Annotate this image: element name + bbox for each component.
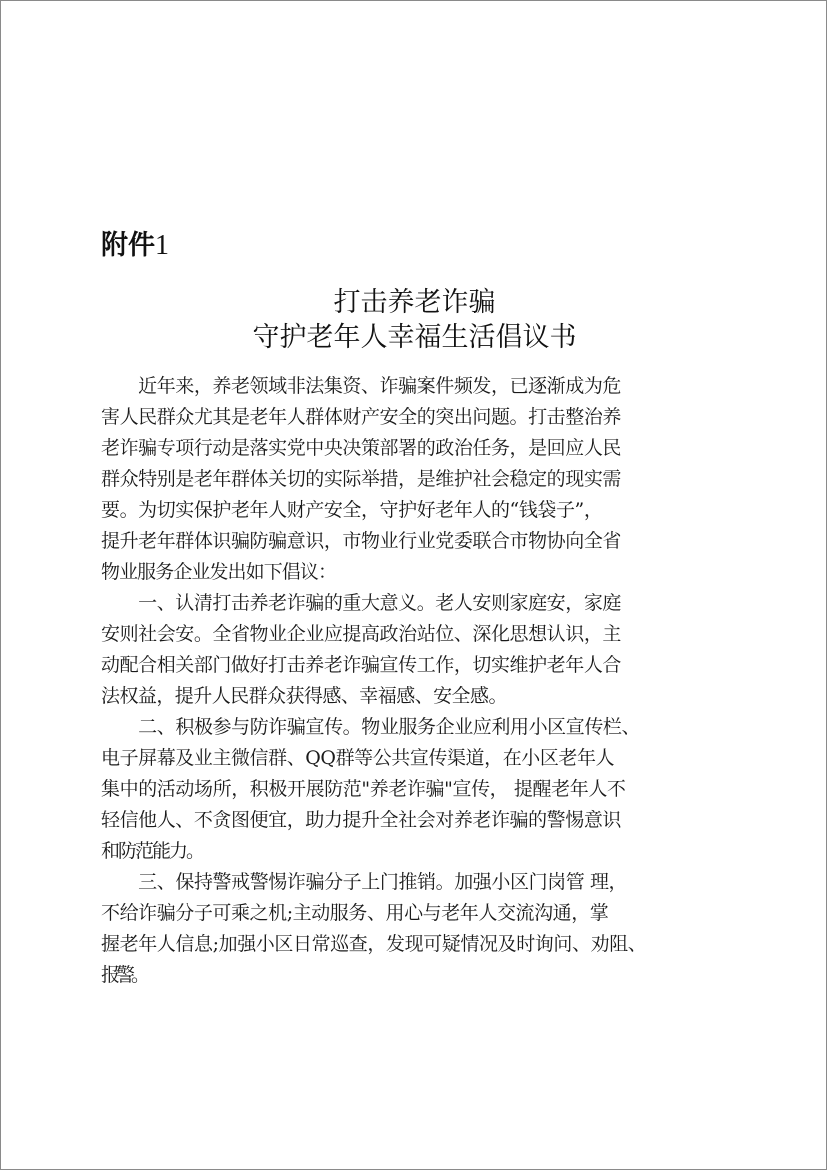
body-line: 近年来，养老领域非法集资、诈骗案件频发，已逐渐成为危 bbox=[101, 375, 621, 397]
body-line: 握老年人信息;加强小区日常巡查，发现可疑情况及时询问、劝阻、 bbox=[101, 933, 647, 955]
document-title-line-1: 打击养老诈骗 bbox=[333, 287, 496, 318]
body-line: 二、积极参与防诈骗宣传。物业服务企业应利用小区宣传栏、 bbox=[101, 716, 641, 738]
body-line: 不给诈骗分子可乘之机;主动服务、用心与老年人交流沟通，掌 bbox=[101, 902, 609, 924]
attachment-prefix: 附件 bbox=[101, 230, 155, 261]
body-line: 电子屏幕及业主微信群、QQ群等公共宣传渠道，在小区老年人 bbox=[101, 747, 615, 769]
body-line: 要。为切实保护老年人财产安全，守护好老年人的“钱袋子”， bbox=[101, 499, 603, 521]
body-line: 害人民群众尤其是老年人群体财产安全的突出问题。打击整治养 bbox=[101, 406, 621, 428]
document-title-line-2: 守护老年人幸福生活倡议书 bbox=[252, 322, 577, 353]
body-line: 提升老年群体识骗防骗意识，市物业行业党委联合市物协向全省 bbox=[101, 530, 621, 552]
body-line: 老诈骗专项行动是落实党中央决策部署的政治任务，是回应人民 bbox=[101, 437, 621, 459]
body-line: 报警。 bbox=[101, 964, 147, 986]
body-line: 安则社会安。全省物业企业应提高政治站位、深化思想认识，主 bbox=[101, 623, 621, 645]
body-line: 三、保持警戒警惕诈骗分子上门推销。加强小区门岗管 理， bbox=[101, 871, 628, 893]
body-line: 轻信他人、不贪图便宜，助力提升全社会对养老诈骗的警惕意识 bbox=[101, 809, 621, 831]
body-line: 动配合相关部门做好打击养老诈骗宣传工作，切实维护老年人合 bbox=[101, 654, 621, 676]
body-line: 和防范能力。 bbox=[101, 840, 204, 862]
body-line: 群众特别是老年群体关切的实际举措，是维护社会稳定的现实需 bbox=[101, 468, 621, 490]
attachment-label bbox=[101, 223, 169, 262]
body-line: 一、认清打击养老诈骗的重大意义。老人安则家庭安，家庭 bbox=[101, 592, 621, 614]
attachment-number: 1 bbox=[155, 230, 169, 261]
body-line: 物业服务企业发出如下倡议： bbox=[101, 561, 337, 583]
body-line: 法权益，提升人民群众获得感、幸福感、安全感。 bbox=[101, 685, 507, 707]
document-body bbox=[101, 371, 741, 991]
body-line: 集中的活动场所，积极开展防范"养老诈骗"宣传， 提醒老年人不 bbox=[101, 778, 626, 800]
